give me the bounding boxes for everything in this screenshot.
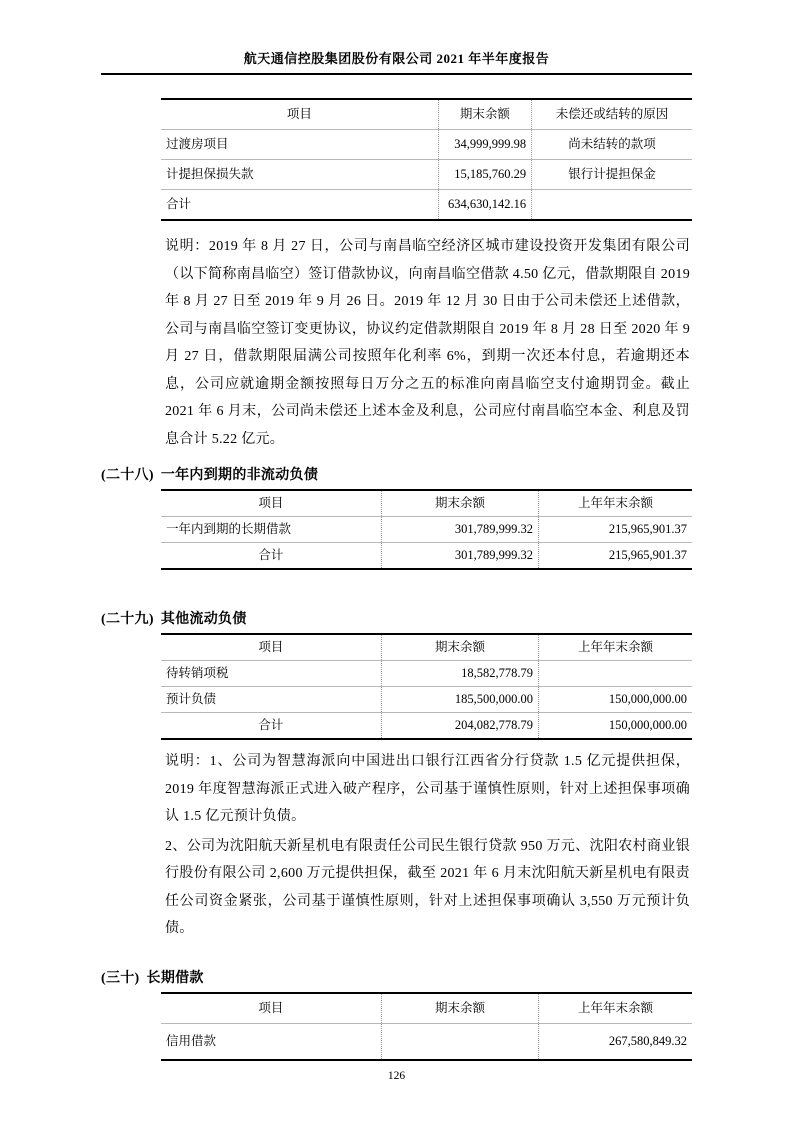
table-header-row (161, 99, 692, 130)
total-value-cell: 634,630,142.16 (438, 190, 531, 221)
report-header-title: 航天通信控股集团股份有限公司 2021 年半年度报告 (243, 51, 550, 66)
table-header-row (161, 490, 692, 517)
item-cell: 一年内到期的长期借款 (161, 517, 381, 543)
section-number: (二十九) (101, 612, 154, 627)
overdue-items-table (161, 98, 692, 221)
header-divider (101, 73, 692, 75)
other-current-liabilities-note-2: 2、公司为沈阳航天新星机电有限责任公司民生银行贷款 950 万元、沈阳农村商业银行股份有限公司 2,600 万元提供担保，截至 2021 年 6 月末沈阳航天新星机电有限责任公司资金紧张，公司基于谨慎性原则，针对上述担保事项确认 3,550 万元预计负债。 (165, 838, 690, 936)
item-cell: 过渡房项目 (161, 130, 438, 160)
column-header-ending-balance: 期末余额 (381, 993, 538, 1024)
section-title: 其他流动负债 (160, 612, 247, 627)
table-row (161, 130, 692, 160)
value-cell: 267,580,849.32 (539, 1023, 692, 1060)
total-label-cell: 合计 (166, 197, 192, 211)
table-row (161, 661, 692, 687)
page-number: 126 (387, 1070, 406, 1082)
reason-cell (532, 190, 692, 221)
table-row (161, 687, 692, 713)
column-header-ending-balance: 期末余额 (381, 490, 538, 517)
section-number: (二十八) (101, 468, 154, 483)
total-value-cell: 204,082,778.79 (381, 713, 538, 740)
overdue-table-note: 说明：2019 年 8 月 27 日，公司与南昌临空经济区城市建设投资开发集团有限公司（以下简称南昌临空）签订借款协议，向南昌临空借款 4.50 亿元，借款期限自 2019 年 8 月 27 日至 2019 年 9 月 26 日。2019 年 12 月 30 日由于公司未偿还上述借款，公司与南昌临空签订变更协议，协议约定借款期限自 2019 年 8 月 28 日至 2020 年 9 月 27 日，借款期限届满公司按照年化利率 6%，到期一次还本付息，若逾期还本息，公司应就逾期金额按照每日万分之五的标准向南昌临空支付逾期罚金。截止 2021 年 6 月末，公司尚未偿还上述本金及利息，公司应付南昌临空本金、利息及罚息合计 5.22 亿元。 (165, 239, 690, 447)
column-header-prior-year-balance: 上年年末余额 (539, 490, 692, 517)
total-value-cell: 150,000,000.00 (539, 713, 692, 740)
reason-cell: 尚未结转的款项 (532, 130, 692, 160)
value-cell: 301,789,999.32 (381, 517, 538, 543)
total-value-cell: 215,965,901.37 (539, 543, 692, 570)
long-term-borrowings-table (161, 992, 692, 1061)
table-header-row (161, 993, 692, 1024)
table-header-row (161, 634, 692, 661)
value-cell: 34,999,999.98 (438, 130, 531, 160)
other-current-liabilities-note-1: 说明：1、公司为智慧海派向中国进出口银行江西省分行贷款 1.5 亿元提供担保，2019 年度智慧海派正式进入破产程序，公司基于谨慎性原则，针对上述担保事项确认 1.5 亿元预计负债。 (165, 754, 690, 824)
section-heading-30 (101, 969, 692, 989)
table-total-row (161, 543, 692, 570)
column-header-prior-year-balance: 上年年末余额 (539, 634, 692, 661)
column-header-item: 项目 (161, 993, 381, 1024)
column-header-ending-balance: 期末余额 (438, 99, 531, 130)
value-cell: 215,965,901.37 (539, 517, 692, 543)
column-header-item: 项目 (161, 634, 381, 661)
column-header-item: 项目 (161, 99, 438, 130)
value-cell: 15,185,760.29 (438, 160, 531, 190)
table-row (161, 1023, 692, 1060)
item-cell: 预计负债 (161, 687, 381, 713)
item-cell: 信用借款 (166, 1033, 217, 1048)
item-cell: 计提担保损失款 (161, 160, 438, 190)
column-header-prior-year-balance: 上年年末余额 (539, 993, 692, 1024)
section-heading-28 (101, 466, 692, 486)
reason-cell: 银行计提担保金 (532, 160, 692, 190)
column-header-ending-balance: 期末余额 (381, 634, 538, 661)
value-cell: 185,500,000.00 (381, 687, 538, 713)
other-current-liabilities-table (161, 633, 692, 740)
noncurrent-liabilities-due-table (161, 489, 692, 570)
item-cell: 待转销项税 (161, 661, 381, 687)
value-cell: 150,000,000.00 (539, 687, 692, 713)
table-row (161, 160, 692, 190)
table-row (161, 517, 692, 543)
table-total-row (161, 713, 692, 740)
section-number: (三十) (101, 970, 140, 986)
section-title: 长期借款 (146, 970, 204, 986)
section-heading-29 (101, 610, 692, 630)
column-header-reason: 未偿还或结转的原因 (532, 99, 692, 130)
total-label-cell: 合计 (258, 548, 284, 562)
value-cell: 18,582,778.79 (381, 661, 538, 687)
column-header-item: 项目 (161, 490, 381, 517)
value-cell (381, 1023, 538, 1060)
total-label-cell: 合计 (258, 718, 284, 732)
total-value-cell: 301,789,999.32 (381, 543, 538, 570)
section-title: 一年内到期的非流动负债 (160, 468, 319, 483)
value-cell (539, 661, 692, 687)
table-total-row (161, 190, 692, 221)
